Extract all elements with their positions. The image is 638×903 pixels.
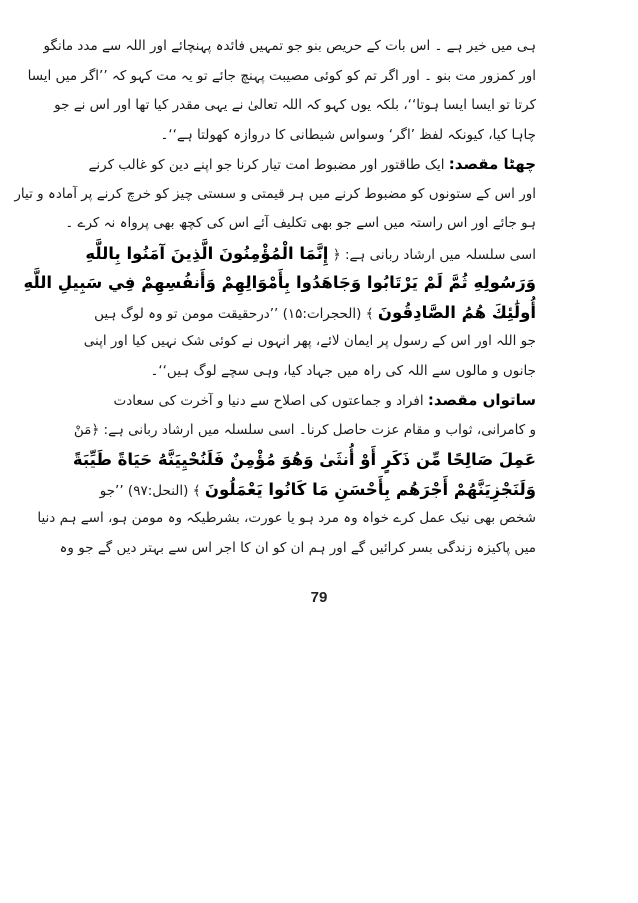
paragraph-seventh-purpose <box>96 386 536 416</box>
text-line: میں پاکیزہ زندگی بسر کرائیں گے اور ہم ان کو ان کا اجر اس سے بہتر دیں گے جو وہ <box>59 539 536 556</box>
paragraph-sixth-purpose <box>88 150 536 180</box>
text-line: ہو جائے اور اس راستہ میں اسے جو بھی تکلیف آئے اس کی کچھ بھی پرواہ نہ کرے ۔ <box>65 215 536 231</box>
quote-two-reference-line <box>96 475 536 505</box>
text-line: و کامرانی، ثواب و مقام عزت حاصل کرنا۔ اسی سلسلہ میں ارشاد ربانی ہے: ﴿مَنْ <box>73 421 536 438</box>
text-line: ہی میں خیر ہے ۔ اس بات کے حریص بنو جو تمہیں فائدہ پہنچائے اور اللہ سے مدد مانگو <box>43 38 536 54</box>
text-line: کرتا تو ایسا ایسا ہوتا‘‘، بلکہ یوں کہو کہ اللہ تعالیٰ نے یہی مقدر کیا تھا اور اس نے جو <box>54 97 536 113</box>
text-span: افراد و جماعتوں کی اصلاح سے دنیا و آخرت کی سعادت <box>113 393 424 409</box>
text-span: اسی سلسلہ میں ارشاد ربانی ہے: ﴿ <box>332 246 536 263</box>
page-number: 79 <box>310 589 328 606</box>
page-text-block <box>14 32 536 563</box>
arabic-verse-line: عَمِلَ صَالِحًا مِّن ذَكَرٍ أَوْ أُنثَىٰ وَهُوَ مُؤْمِنٌ فَلَنُحْيِيَنَّهُ حَيَاةً طَيِّبَةً <box>72 450 536 469</box>
text-span: ایک طاقتور اور مضبوط امت تیار کرنا جو اپنے دین کو غالب کرنے <box>88 157 445 173</box>
verse-reference: ﴾ (الحجرات:۱۵) ’’درحقیقت مومن تو وہ لوگ ہیں <box>94 305 374 322</box>
verse-reference: ﴾ (النحل:۹۷) ’’جو <box>99 482 201 499</box>
text-line: اور کمزور مت بنو ۔ اور اگر تم کو کوئی مصیبت پہنچ جائے تو یہ مت کہو کہ ’’اگر میں ایسا <box>27 67 536 84</box>
sixth-purpose-heading: چھٹا مقصد: <box>448 155 536 173</box>
text-line: اور اس کے ستونوں کو مضبوط کرنے میں ہر قیمتی و سستی چیز کو خرچ کرنے پر آمادہ و تیار <box>14 185 536 202</box>
quote-one-intro-line <box>85 239 536 269</box>
text-line: شخص بھی نیک عمل کرے خواہ وہ مرد ہو یا عورت، بشرطیکہ وہ مومن ہو، اسے ہم دنیا <box>37 510 536 526</box>
seventh-purpose-heading: ساتواں مقصد: <box>427 391 536 409</box>
text-line: جانوں و مالوں سے اللہ کی راہ میں جہاد کیا، وہی سچے لوگ ہیں‘‘۔ <box>150 362 536 379</box>
text-line: چاہا کیا، کیونکہ لفظ ’اگر‘ وسواس شیطانی کا دروازہ کھولتا ہے‘‘۔ <box>160 126 536 143</box>
quote-one-reference-line <box>96 298 536 328</box>
arabic-verse-line: وَرَسُولِهِ ثُمَّ لَمْ يَرْتَابُوا وَجَاهَدُوا بِأَمْوَالِهِمْ وَأَنفُسِهِمْ فِي سَبِيلِ اللَّهِ <box>23 273 536 292</box>
arabic-verse: إِنَّمَا الْمُؤْمِنُونَ الَّذِينَ آمَنُوا بِاللَّهِ <box>85 243 329 263</box>
arabic-verse: أُولَٰئِكَ هُمُ الصَّادِقُونَ <box>377 302 536 322</box>
arabic-verse: وَلَنَجْزِيَنَّهُمْ أَجْرَهُم بِأَحْسَنِ مَا كَانُوا يَعْمَلُونَ <box>204 479 536 499</box>
text-line: جو اللہ اور اس کے رسول پر ایمان لائے، پھر انہوں نے کوئی شک نہیں کیا اور اپنی <box>83 333 536 349</box>
